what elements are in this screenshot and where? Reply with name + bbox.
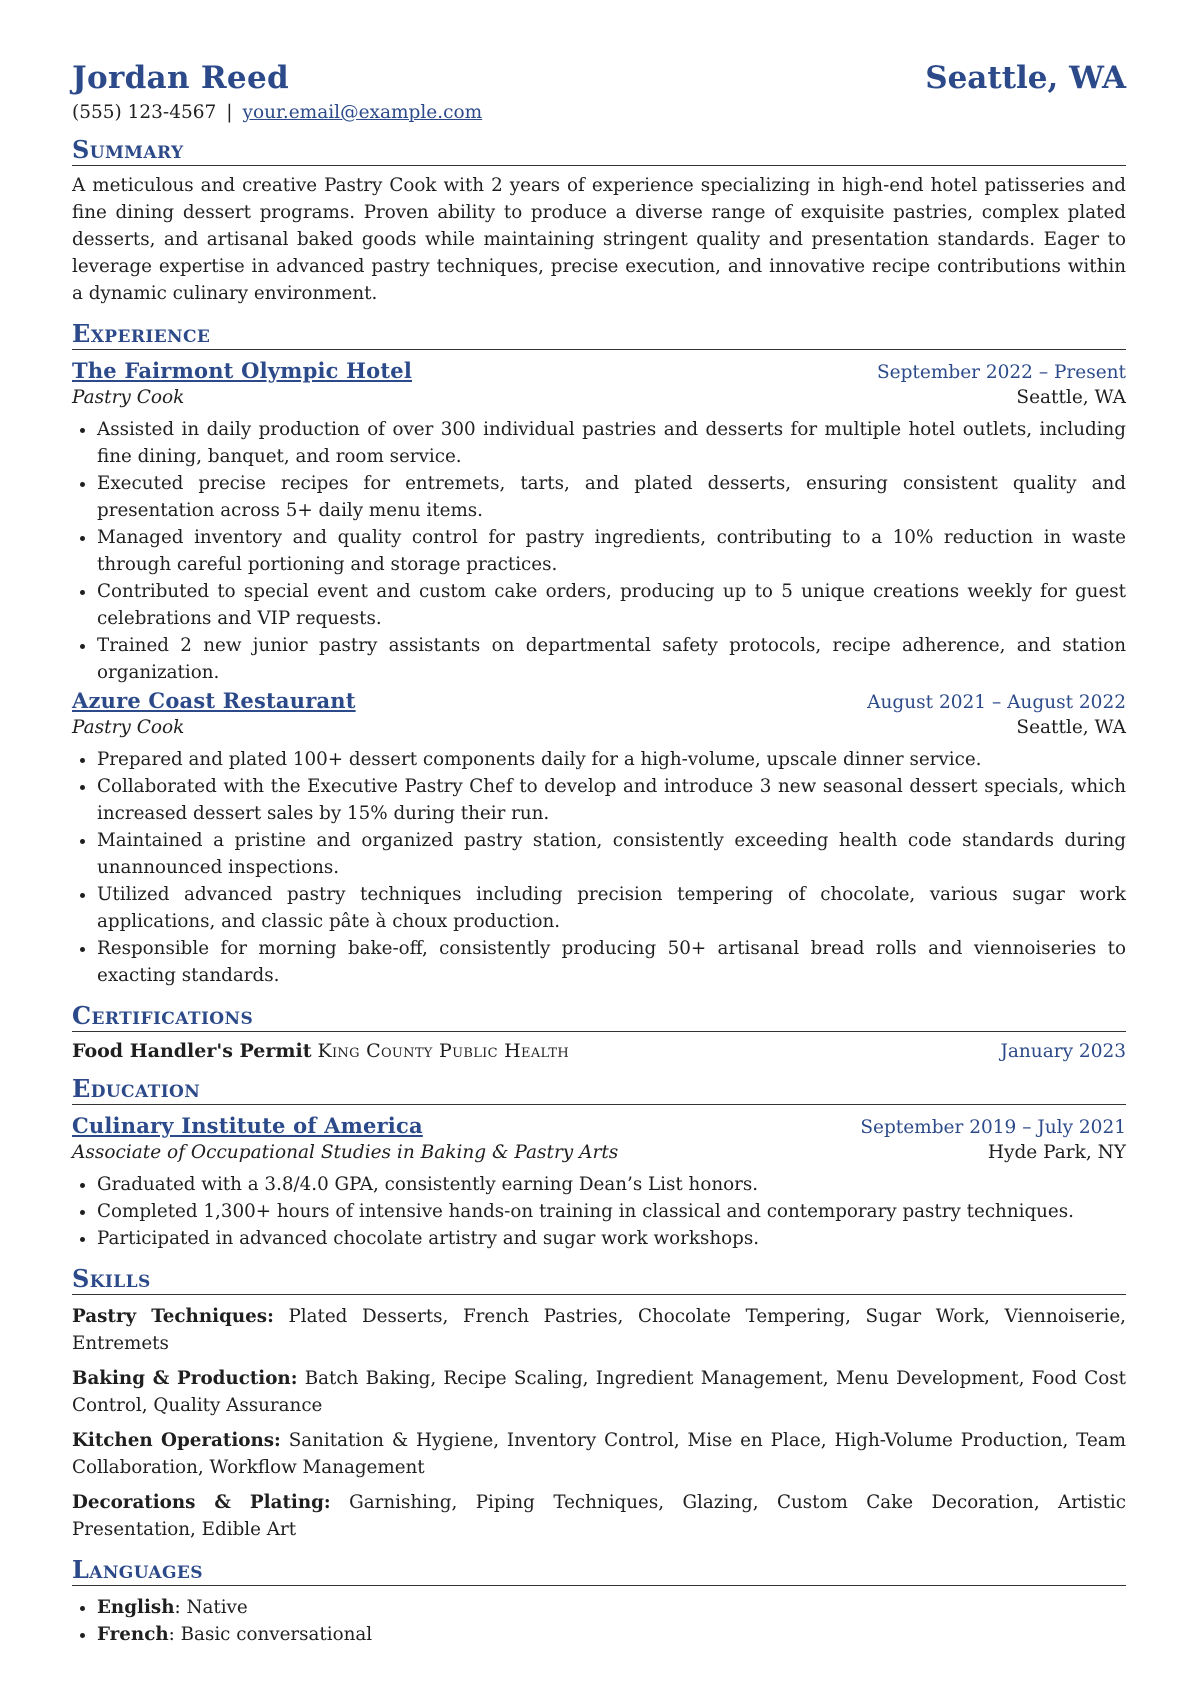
skill-label: Pastry Techniques: — [72, 1306, 274, 1327]
job-location: Seattle, WA — [1016, 717, 1126, 738]
resume-header — [72, 60, 1126, 96]
job-bullets — [72, 416, 1126, 686]
candidate-name: Jordan Reed — [72, 60, 289, 96]
list-item — [97, 1621, 1126, 1648]
list-item: • Completed 1,300+ hours of intensive hands-on training in classical and contemporary pastry techniques. — [97, 1198, 1126, 1225]
degree: Associate of Occupational Studies in Baking & Pastry Arts — [72, 1142, 619, 1163]
list-item: • Assisted in daily production of over 300 individual pastries and desserts for multiple hotel outlets, including fine dining, banquet, and room service. — [97, 416, 1126, 470]
experience-heading: Experience — [72, 319, 1126, 350]
language-name: French — [97, 1624, 169, 1645]
job-entry — [72, 688, 1126, 989]
list-item: • Collaborated with the Executive Pastry Chef to develop and introduce 3 new seasonal dessert specials, which increased dessert sales by 15% during their run. — [97, 773, 1126, 827]
skill-group — [72, 1365, 1126, 1419]
skill-group — [72, 1427, 1126, 1481]
skill-label: Kitchen Operations: — [72, 1430, 281, 1451]
list-item: • Responsible for morning bake-off, consistently producing 50+ artisanal bread rolls and viennoiseries to exacting standards. — [97, 935, 1126, 989]
list-item: • Graduated with a 3.8/4.0 GPA, consistently earning Dean’s List honors. — [97, 1171, 1126, 1198]
list-item: • Trained 2 new junior pastry assistants on departmental safety protocols, recipe adherence, and station organization. — [97, 632, 1126, 686]
certification-date: January 2023 — [1000, 1041, 1126, 1062]
skills-heading: Skills — [72, 1264, 1126, 1295]
certification-entry — [72, 1040, 1126, 1062]
job-location: Seattle, WA — [1016, 387, 1126, 408]
job-dates: August 2021 – August 2022 — [867, 692, 1126, 713]
skill-group — [72, 1303, 1126, 1357]
language-level: : Native — [174, 1597, 248, 1618]
list-item: • Prepared and plated 100+ dessert components daily for a high-volume, upscale dinner service. — [97, 746, 1126, 773]
job-dates: September 2022 – Present — [876, 362, 1126, 383]
list-item: • Managed inventory and quality control for pastry ingredients, contributing to a 10% reduction in waste through careful portioning and storage practices. — [97, 524, 1126, 578]
education-heading: Education — [72, 1074, 1126, 1105]
skill-list: Garnishing, Piping Techniques, Glazing, Custom Cake Decoration, Artistic Presentation, Edible Art — [72, 1492, 1127, 1540]
languages-list — [72, 1594, 1126, 1648]
job-entry — [72, 358, 1126, 686]
employer-link[interactable]: Azure Coast Restaurant — [72, 688, 356, 713]
languages-heading: Languages — [72, 1555, 1126, 1586]
candidate-location: Seattle, WA — [925, 60, 1126, 96]
skill-list: Plated Desserts, French Pastries, Chocolate Tempering, Sugar Work, Viennoiserie, Entremets — [72, 1306, 1126, 1354]
phone-number: (555) 123-4567 — [72, 102, 217, 123]
education-dates: September 2019 – July 2021 — [860, 1117, 1126, 1138]
resume-page — [72, 60, 1126, 1648]
skill-group — [72, 1489, 1126, 1543]
list-item: • Utilized advanced pastry techniques including precision tempering of chocolate, various sugar work applications, and classic pâte à choux production. — [97, 881, 1126, 935]
job-title: Pastry Cook — [72, 717, 185, 738]
skill-list: Sanitation & Hygiene, Inventory Control, Mise en Place, High-Volume Production, Team Collaboration, Workflow Management — [72, 1430, 1127, 1478]
job-title: Pastry Cook — [72, 387, 185, 408]
summary-text: A meticulous and creative Pastry Cook with 2 years of experience specializing in high-end hotel patisseries and fine dining dessert programs. Proven ability to produce a diverse range of exquisite pastries, complex plated desserts, and artisanal baked goods while maintaining stringent quality and presentation standards. Eager to leverage expertise in advanced pastry techniques, precise execution, and innovative recipe contributions within a dynamic culinary environment. — [72, 175, 1126, 304]
list-item: • Contributed to special event and custom cake orders, producing up to 5 unique creations weekly for guest celebrations and VIP requests. — [97, 578, 1126, 632]
list-item — [97, 1594, 1126, 1621]
certification-name: Food Handler's Permit — [72, 1040, 312, 1062]
list-item: • Participated in advanced chocolate artistry and sugar work workshops. — [97, 1225, 1126, 1252]
language-level: : Basic conversational — [168, 1624, 373, 1645]
education-bullets — [72, 1171, 1126, 1252]
school-location: Hyde Park, NY — [987, 1142, 1126, 1163]
email-link[interactable]: your.email@example.com — [242, 102, 483, 123]
language-name: English — [97, 1597, 175, 1618]
job-bullets — [72, 746, 1126, 989]
school-link[interactable]: Culinary Institute of America — [72, 1113, 423, 1138]
contact-line — [72, 102, 1126, 123]
list-item: • Executed precise recipes for entremets, tarts, and plated desserts, ensuring consistent quality and presentation across 5+ daily menu items. — [97, 470, 1126, 524]
skill-label: Baking & Production: — [72, 1368, 298, 1389]
certifications-heading: Certifications — [72, 1001, 1126, 1032]
skill-list: Batch Baking, Recipe Scaling, Ingredient Management, Menu Development, Food Cost Control, Quality Assurance — [72, 1368, 1126, 1416]
contact-separator: | — [226, 102, 233, 123]
employer-link[interactable]: The Fairmont Olympic Hotel — [72, 358, 413, 383]
skill-label: Decorations & Plating: — [72, 1492, 331, 1513]
list-item: • Maintained a pristine and organized pastry station, consistently exceeding health code standards during unannounced inspections. — [97, 827, 1126, 881]
certification-issuer: King County Public Health — [317, 1040, 570, 1062]
summary-heading: Summary — [72, 135, 1126, 166]
